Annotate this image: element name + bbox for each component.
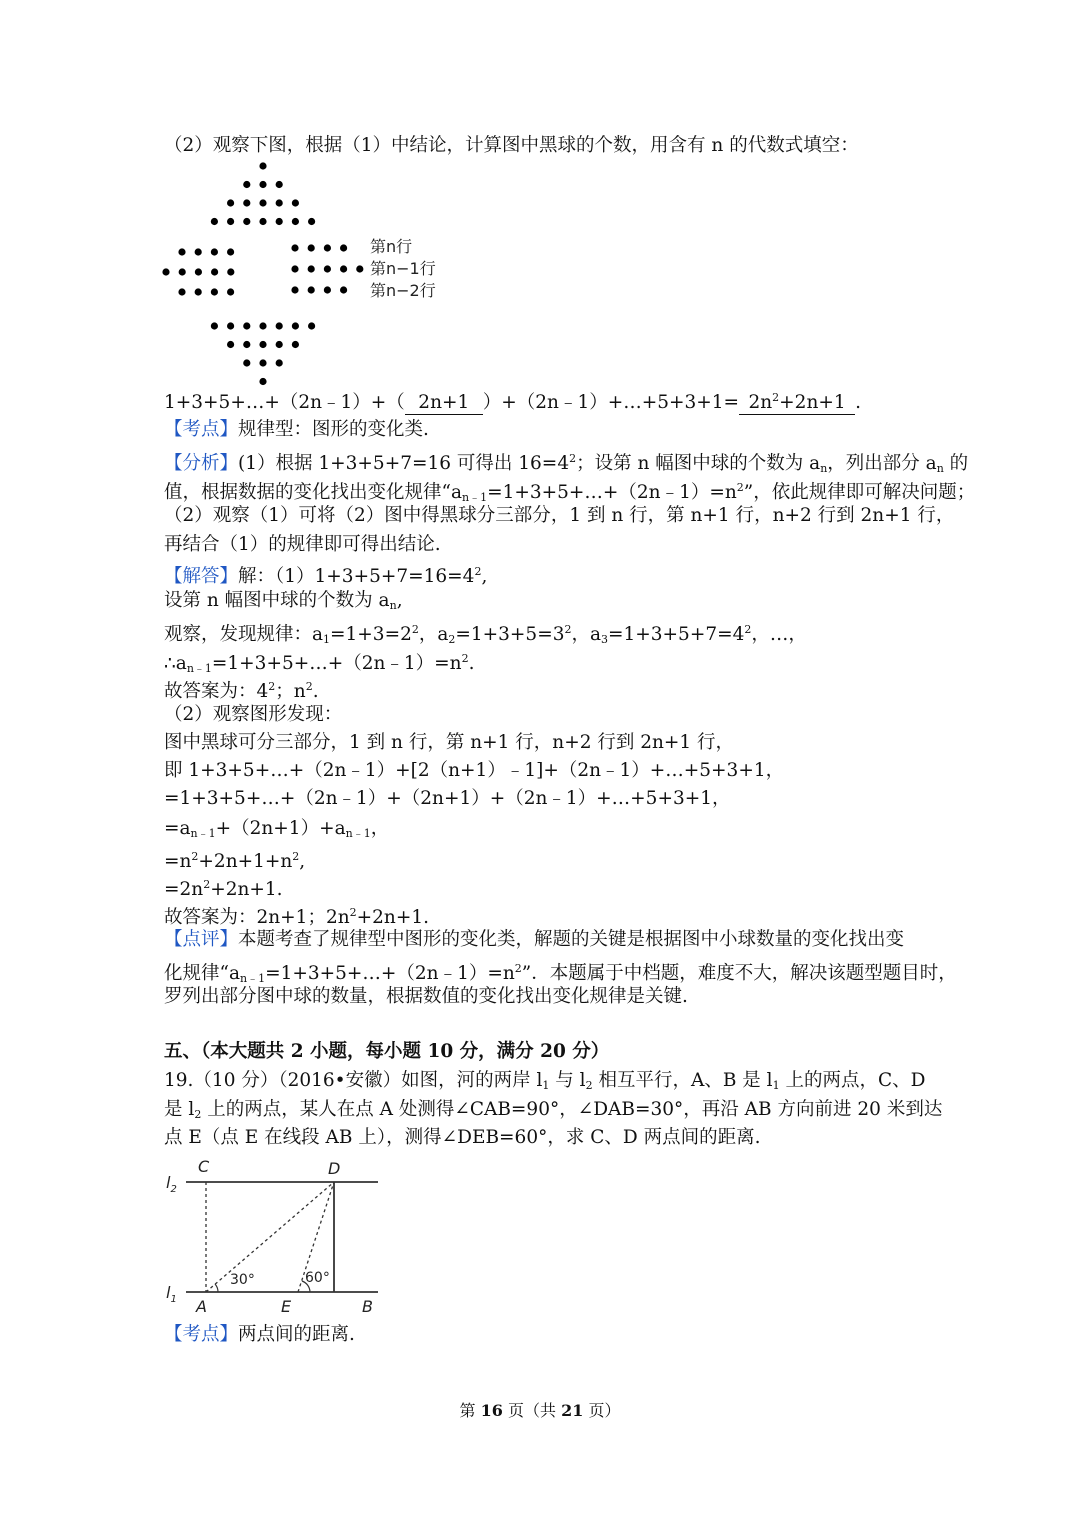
label-D: D	[328, 1159, 341, 1178]
ball-dot	[276, 199, 283, 206]
ball-dot	[211, 248, 218, 255]
ball-dot	[308, 218, 315, 225]
ball-dot	[227, 218, 234, 225]
row-label-n-2: 第n−2行	[370, 281, 436, 300]
ball-dot	[276, 359, 283, 366]
ball-dot	[243, 218, 250, 225]
kaodian-1	[164, 416, 429, 444]
ball-dot	[227, 341, 234, 348]
formula-line	[164, 387, 861, 417]
fenxi-line-1: 【分析】(1）根据 1+3+5+7=16 可得出 $16=4^2$；设第 n 幅图中球的个数为 $a_n$，列出部分 $a_n$ 的	[164, 452, 969, 475]
ball-dot	[227, 199, 234, 206]
ball-dot	[276, 341, 283, 348]
ball-pattern-figure	[150, 158, 460, 390]
ball-dot	[259, 359, 266, 366]
row-label-n-1: 第n−1行	[370, 259, 436, 278]
page-number: 16	[480, 1401, 503, 1420]
q19-line-1: 19.（10 分）（2016•安徽）如图，河的两岸 $l_1$ 与 $l_2$ 相互平行，A、B 是 $l_1$ 上的两点，C、D	[164, 1070, 926, 1092]
kaodian-tag: 【考点】	[164, 419, 239, 440]
ball-dot	[291, 244, 298, 251]
ball-dot	[259, 378, 266, 385]
ball-dot	[259, 162, 266, 169]
ball-dot	[227, 248, 234, 255]
ball-dot	[259, 218, 266, 225]
dianping-line-1: 【点评】本题考查了规律型中图形的变化类，解题的关键是根据图中小球数量的变化找出变	[164, 929, 905, 950]
kaodian-2	[164, 1321, 355, 1349]
ball-dot	[195, 288, 202, 295]
kaodian2-tag: 【考点】	[164, 1324, 239, 1345]
jieda-line-12: $=2n^2+2n+1$.	[164, 878, 283, 900]
jieda-line-3: 观察，发现规律：$a_1=1+3=2^2$，$a_2=1+3+5=3^2$，$a_3=1+3+5+7=4^2$，…，	[164, 623, 807, 646]
ball-dot	[308, 265, 315, 272]
ball-dot	[291, 265, 298, 272]
ball-dot	[211, 218, 218, 225]
jieda-line-1: 【解答】解：$(1)1+3+5+7=16=4^2$,	[164, 565, 488, 587]
fenxi-line-4: 再结合（1）的规律即可得出结论.	[164, 534, 441, 555]
jieda-line-2: 设第 n 幅图中球的个数为 $a_n$,	[164, 590, 403, 612]
ball-dot	[211, 322, 218, 329]
formula-middle: ）+（2n﹣1）+…+5+3+1=	[482, 392, 740, 413]
ball-dot	[195, 268, 202, 275]
ball-dot	[292, 322, 299, 329]
ball-dot	[211, 268, 218, 275]
jieda-line-4: $\therefore a_{n﹣1}=1+3+5+\dots+(2n﹣1)=n^2$.	[164, 652, 475, 675]
angle-label-60: 60°	[305, 1270, 330, 1286]
ball-dot	[259, 322, 266, 329]
formula-end: .	[855, 392, 861, 413]
q2-intro: （2）观察下图，根据（1）中结论，计算图中黑球的个数，用含有 n 的代数式填空：	[164, 135, 859, 156]
ball-dot	[179, 268, 186, 275]
q19-line-2: 是 $l_2$ 上的两点，某人在点 A 处测得∠CAB=90°，∠DAB=30°，再沿 AB 方向前进 20 米到达	[164, 1099, 943, 1121]
ball-dot	[259, 199, 266, 206]
jieda-line-5: 故答案为：$4^2$；$n^2$.	[164, 680, 319, 702]
ball-dot	[195, 248, 202, 255]
q19-line-3: 点 E（点 E 在线段 AB 上），测得∠DEB=60°，求 C、D 两点间的距离.	[164, 1127, 761, 1148]
ball-dot	[259, 181, 266, 188]
river-geometry-figure	[160, 1154, 390, 1316]
ball-dot	[340, 286, 347, 293]
section-heading: 五、（本大题共 2 小题，每小题 10 分，满分 20 分）	[164, 1041, 610, 1062]
ball-dot	[308, 322, 315, 329]
jieda-line-13: 故答案为：2n+1；$2n^2+2n+1$.	[164, 906, 429, 928]
ball-dot	[259, 341, 266, 348]
ball-dot	[324, 265, 331, 272]
fenxi-line-2: 值，根据数据的变化找出变化规律“$a_{n﹣1}=1+3+5+\dots+(2n﹣1)=n^2$”，依此规律即可解决问题；	[164, 481, 976, 504]
ball-dot	[308, 244, 315, 251]
ball-dot	[227, 322, 234, 329]
ball-dot	[227, 268, 234, 275]
ball-dot	[340, 244, 347, 251]
page-total: 21	[561, 1401, 584, 1420]
kaodian2-text: 两点间的距离.	[238, 1324, 355, 1345]
label-l1: $l_1$	[166, 1283, 177, 1305]
ball-dot	[243, 341, 250, 348]
label-A: A	[196, 1297, 207, 1316]
formula-left: 1+3+5+…+（2n﹣1）+（	[164, 392, 405, 413]
label-B: B	[362, 1297, 373, 1316]
fenxi-line-3: （2）观察（1）可将（2）图中得黑球分三部分，1 到 n 行，第 n+1 行，n+2 行到 2n+1 行，	[164, 505, 955, 526]
jieda-line-6: （2）观察图形发现：	[164, 704, 343, 725]
ball-dot	[243, 181, 250, 188]
jieda-line-9: =1+3+5+…+（2n﹣1）+（2n+1）+（2n﹣1）+…+5+3+1，	[164, 788, 731, 809]
dianping-line-2: 化规律“$a_{n﹣1}=1+3+5+\dots+(2n﹣1)=n^2$”．本题属于中档题，难度不大，解决该题型题目时，	[164, 962, 957, 985]
answer-blank-2: $2n^2+2n+1$	[739, 387, 855, 415]
fenxi-tag: 【分析】	[164, 453, 239, 474]
ball-dot	[243, 359, 250, 366]
kaodian-text: 规律型：图形的变化类.	[238, 419, 429, 440]
ball-dot	[243, 199, 250, 206]
jieda-line-7: 图中黑球可分三部分，1 到 n 行，第 n+1 行，n+2 行到 2n+1 行，	[164, 732, 735, 753]
answer-blank-1: 2n+1	[405, 392, 483, 415]
ball-dot	[243, 322, 250, 329]
ball-dot	[211, 288, 218, 295]
ball-dot	[324, 244, 331, 251]
label-E: E	[281, 1297, 292, 1316]
ball-dot	[356, 265, 363, 272]
angle-label-30: 30°	[230, 1272, 255, 1288]
ball-dot	[276, 322, 283, 329]
ball-dot	[276, 181, 283, 188]
dianping-line-3: 罗列出部分图中球的数量，根据数值的变化找出变化规律是关键.	[164, 986, 688, 1007]
jieda-line-11: $=n^2+2n+1+n^2$,	[164, 850, 306, 872]
ball-dot	[291, 286, 298, 293]
ball-dot	[227, 288, 234, 295]
ball-dot	[178, 288, 185, 295]
ball-dot	[340, 265, 347, 272]
page-footer: 第 16 页（共 21 页）	[459, 1401, 621, 1420]
ball-dot	[292, 341, 299, 348]
ball-dot	[292, 199, 299, 206]
jieda-tag: 【解答】	[164, 566, 239, 587]
ball-dot	[308, 286, 315, 293]
ball-dot	[276, 218, 283, 225]
label-C: C	[198, 1157, 210, 1176]
dianping-tag: 【点评】	[164, 929, 239, 950]
ball-dot	[324, 286, 331, 293]
row-label-n: 第n行	[370, 237, 413, 256]
jieda-line-8: 即 1+3+5+…+（2n﹣1）+[2（n+1）﹣1]+（2n﹣1）+…+5+3+1，	[164, 760, 785, 781]
label-l2: $l_2$	[166, 1173, 177, 1195]
ball-dot	[292, 218, 299, 225]
jieda-line-10: $=a_{n﹣1}+(2n+1)+a_{n﹣1}$，	[164, 818, 390, 840]
ball-dot	[162, 268, 169, 275]
ball-dot	[178, 248, 185, 255]
angle-arc-30	[215, 1284, 218, 1292]
